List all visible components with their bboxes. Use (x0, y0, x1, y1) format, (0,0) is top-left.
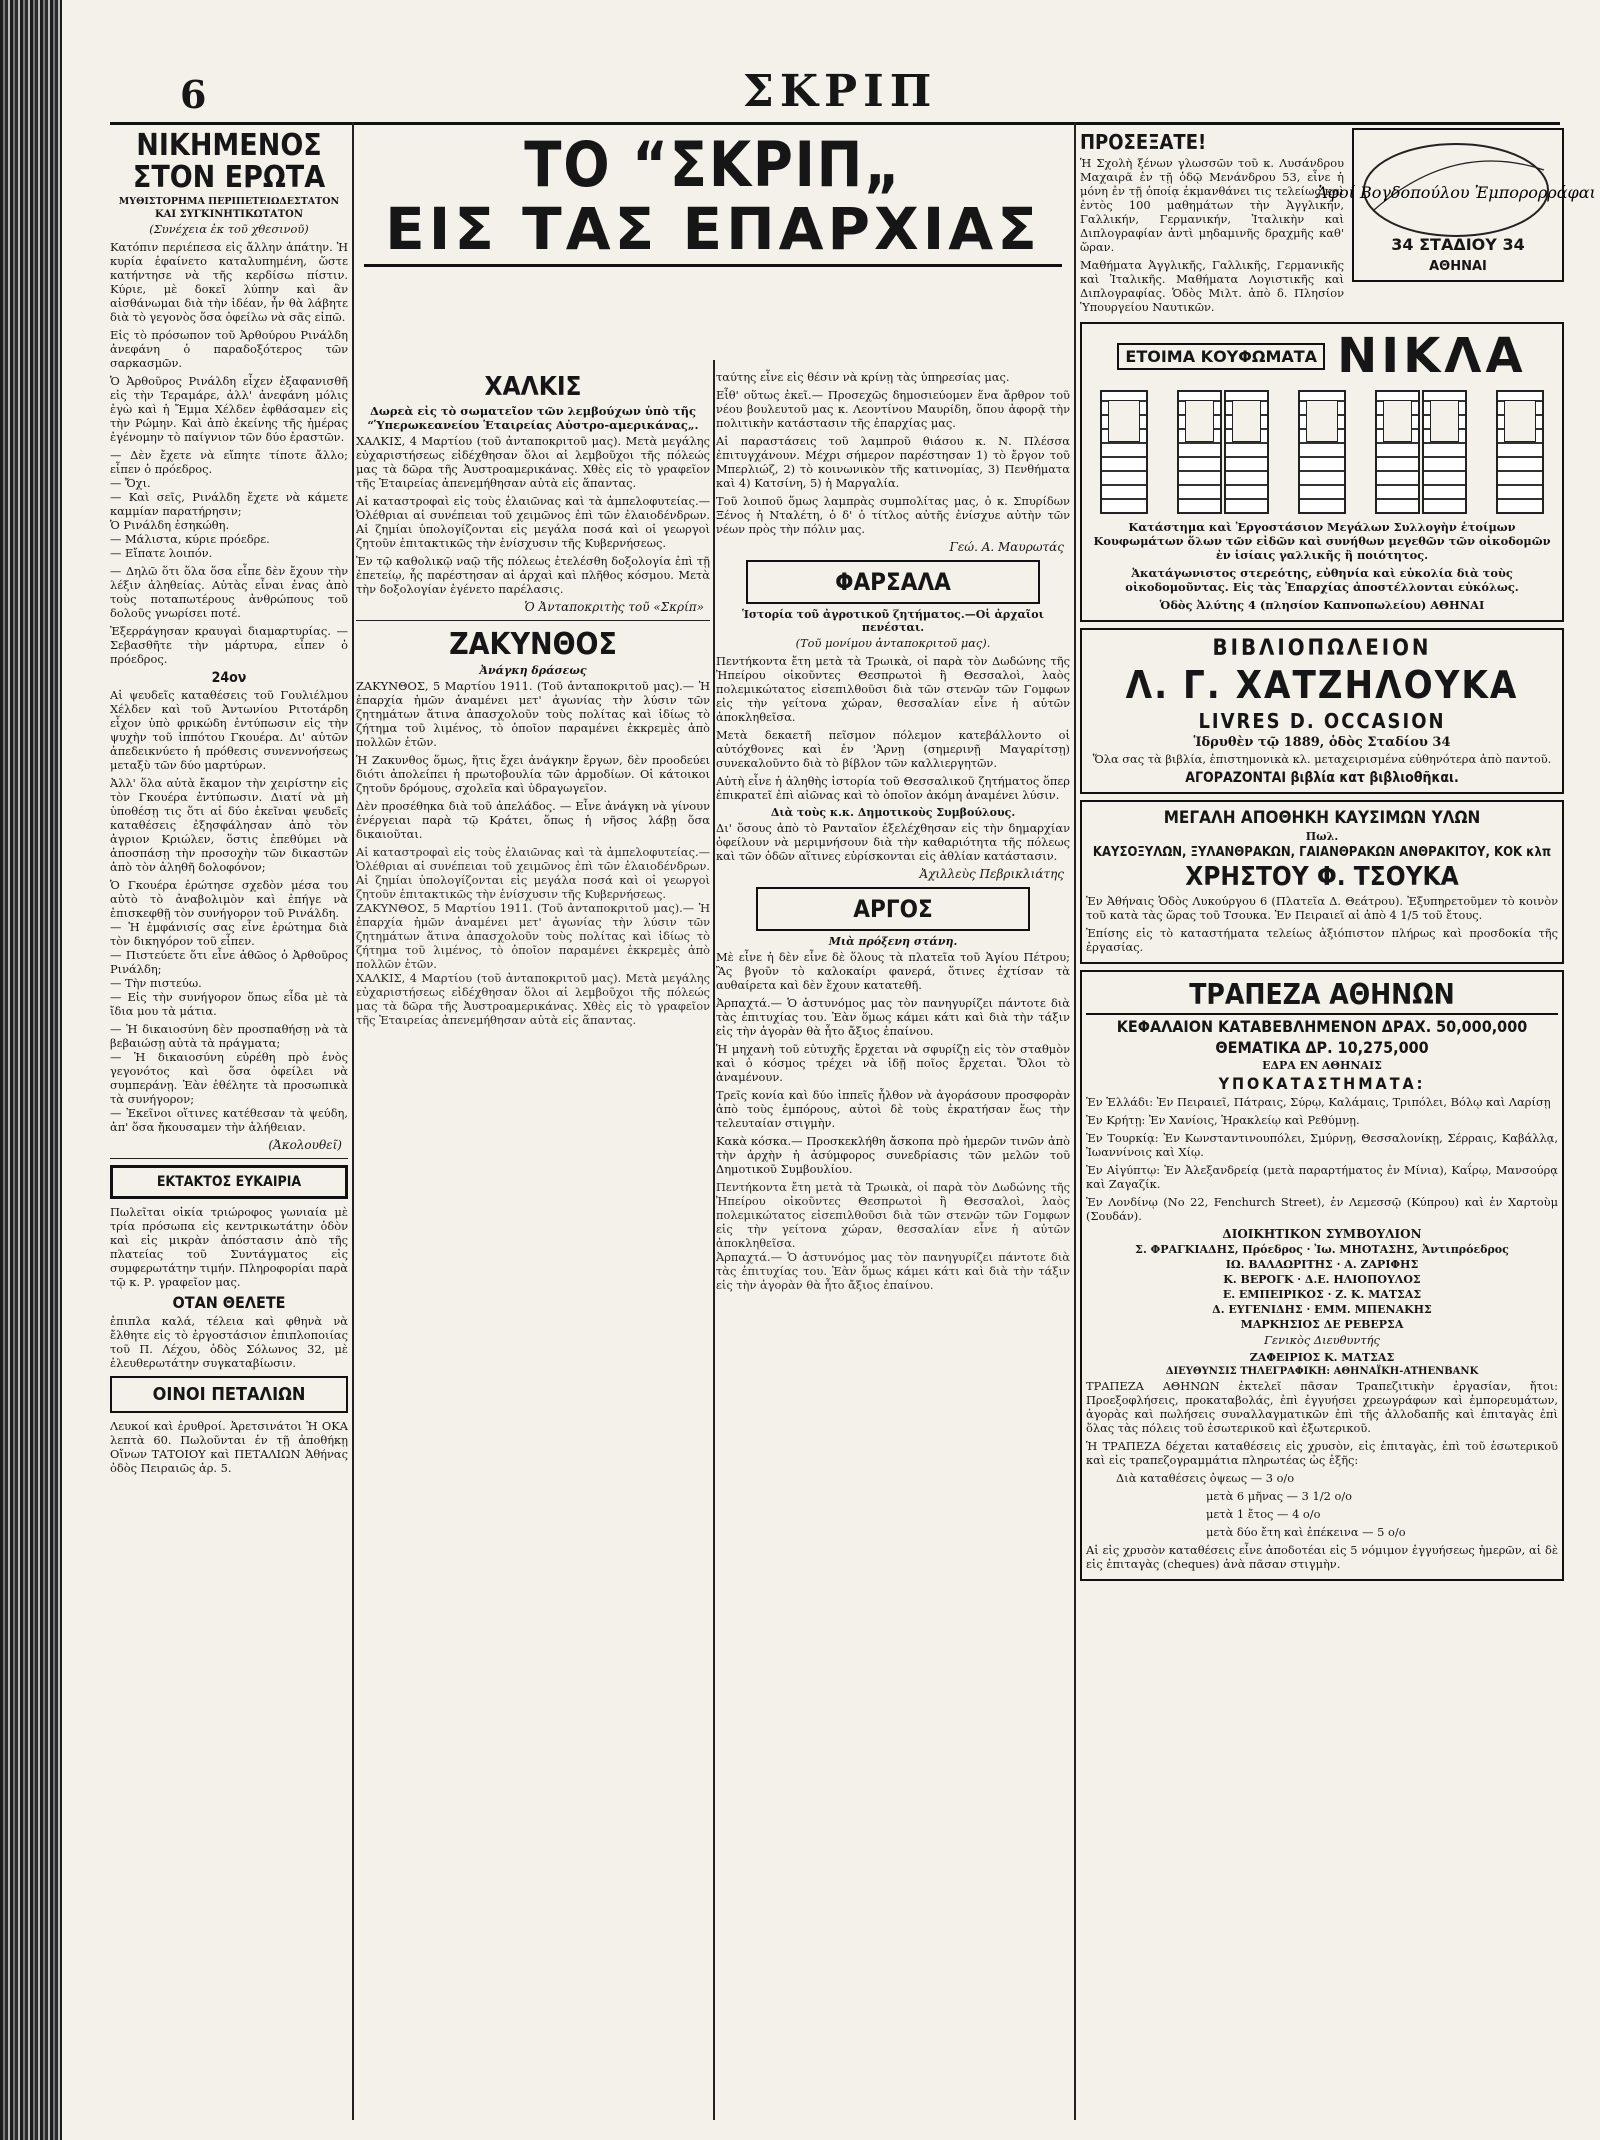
ad-text: Ἐν Ἀθήναις Ὁδὸς Λυκούργου 6 (Πλατεῖα Δ. Θεάτρου). Ἐξυπηρετοῦμεν τὸ κοινὸν τοῦ κατὰ τὰς ὥρας τοῦ Τσουκα. Ἐν Πειραιεῖ αἱ ἀπὸ 4 1/5 τοῦ ἔτους. (1086, 894, 1558, 922)
bank-seat: ΕΔΡΑ ΕΝ ΑΘΗΝΑΙΣ (1262, 1059, 1382, 1072)
bank-reserve: ΘΕΜΑΤΙΚΑ ΔΡ. 10,275,000 (1215, 1038, 1429, 1057)
tailor-logo-ad (1316, 128, 1596, 282)
ad-wine (110, 1376, 348, 1413)
logo-city: ΑΘΗΝΑΙ (1429, 259, 1487, 274)
fuel-sub: Πωλ. (1305, 830, 1339, 843)
ad-text: Ἡ ΤΡΑΠΕΖΑ δέχεται καταθέσεις εἰς χρυσὸν, εἰς ἐπιταγὰς, ἐπὶ τοῦ ἐσωτερικοῦ καὶ εἰς τραπεζογραμμάτια πληρωτέας ὡς ἑξῆς: (1086, 1439, 1558, 1467)
paragraph: Τοῦ λοιποῦ ὅμως λαμπρὰς συμπολίτας μας, ὁ κ. Σπυρίδων Ξένος ἡ Νταλέτη, ὁ δ' ὁ τίτλος αὐτῆς ἐνίσχυε αὐτὴν τῶν νέων πρὸς τὴν πόλιν μας. (716, 494, 1070, 536)
paragraph: ΧΑΛΚΙΣ, 4 Μαρτίου (τοῦ ἀνταποκριτοῦ μας). Μετὰ μεγάλης εὐχαριστήσεως εἰδέχθησαν ὅλοι αἱ λεμβοῦχοι τῆς πόλεώς μας τὰ δῶρα τῆς Ἀυστροαμερικάνας. Χθὲς εἰς τὸ γραφεῖον τῆς Ἑταιρείας ἀπενεμήθησαν αὐτὰ εἰς ἅπαντας. (356, 434, 710, 490)
ad-address: Ὁδὸς Ἀλύτης 4 (πλησίον Καπνοπωλείου) ΑΘΗΝΑΙ (1159, 598, 1485, 612)
bank-branch: Ἐν Ἑλλάδι: Ἐν Πειραιεῖ, Πάτραις, Σύρῳ, Καλάμαις, Τριπόλει, Βόλῳ καὶ Λαρίσῃ (1086, 1095, 1551, 1109)
ad-text: Κατάστημα καὶ Ἐργοστάσιον Μεγάλων Συλλογὴν ἑτοίμων Κουφωμάτων ὅλων τῶν εἰδῶν καὶ συνήθων μεγεθῶν τῶν οἰκοδομῶν ἐν ἰσίαις γαλλικῆς ἢ ποιότητος. (1093, 520, 1551, 562)
ad-text: Λευκοί καὶ ἐρυθροί. Ἀρετσινάτοι Ἡ ΟΚΑ λεπτὰ 60. Πωλοῦνται ἐν τῇ ἀποθήκῃ Οἴνων ΤΑΤΟΙΟΥ καὶ ΠΕΤΑΛΙΩΝ Ἀθήνας ὁδὸς Πειραιῶς ἀρ. 5. (110, 1419, 348, 1475)
door-image (1375, 390, 1467, 514)
ad-title: ΟΤΑΝ ΘΕΛΕΤΕ (172, 1293, 286, 1312)
bookshop-buy: ΑΓΟΡΑΖΟΝΤΑΙ βιβλία κατ βιβλιοθῆκαι. (1185, 770, 1459, 786)
ad-title: ΟΙΝΟΙ ΠΕΤΑΛΙΩΝ (152, 1384, 306, 1405)
ad-text: ΤΡΑΠΕΖΑ ΑΘΗΝΩΝ ἐκτελεῖ πᾶσαν Τραπεζιτικὴν ἐργασίαν, ἤτοι: Προεξοφλήσεις, προκαταβολάς, ἐπὶ ἐγγυήσει χρεωγράφων καὶ ἐμπορευμάτων, ἀγορὰς καὶ πωλήσεις συναλλαγματικῶν ἐπὶ τῆς ἀλλοδαπῆς καὶ ἐπιταγὰς ἐπὶ ὅλας τὰς πόλεις τοῦ ἐσωτερικοῦ καὶ ἐξωτερικοῦ. (1086, 1379, 1558, 1435)
paragraph: Αἱ ψευδεῖς καταθέσεις τοῦ Γουλιέλμου Χέλδεν καὶ τοῦ Ἀντωνίου Ριτοτάρδη εἶχον ὑπὸ φρικώδη ἐντύπωσιν εἰς τὴν ψυχὴν τοῦ ἰππότου Γκουέρα. Δι' αὐτῶν ἀπεδεικνύετο ἡ πρόθεσις συνεννοήσεως μεταξὺ τῶν δύο μαρτύρων. (110, 688, 348, 772)
column-provinces-left (356, 370, 710, 2122)
top-ads (1080, 128, 1596, 318)
bookshop-label: ΒΙΒΛΙΟΠΩΛΕΙΟΝ (1212, 636, 1432, 661)
novel-subtitle: ΜΥΘΙΣΤΟΡΗΜΑ ΠΕΡΙΠΕΤΕΙΩΔΕΣΤΑΤΟΝ (118, 196, 340, 207)
board-member: ΙΩ. ΒΑΛΑΩΡΙΤΗΣ · Α. ΖΑΡΙΦΗΣ (1225, 1258, 1419, 1271)
newspaper-title: ΣΚΡΙΠ (742, 66, 938, 117)
tailor-logo-lettering: Ἀφοί Βογδοπούλου Ἐμπορορράφαι (1316, 183, 1596, 202)
paragraph: Πεντήκοντα ἔτη μετὰ τὰ Τρωικὰ, οἱ παρὰ τὸν Δωδώνης τῆς Ἠπείρου οἰκοῦντες Θεσπρωτοὶ ἢ Θεσσαλοὶ, λαὸς πολεμικώτατος εἰσεπιλθοῦσι διὰ τῶν στενῶν τῶν Γομφων εἰς τὴν γείτονα χώραν, θεσσαλίαν εἶνε ἡ αὐτῶν ἀποκληθεῖσα. (716, 1180, 1070, 1250)
door-image (1177, 390, 1269, 514)
paragraph: ΖΑΚΥΝΘΟΣ, 5 Μαρτίου 1911. (Τοῦ ἀνταποκριτοῦ μας).— Ἡ ἐπαρχία ἡμῶν ἀναμένει μετ' ἀγωνίας τὴν λύσιν τῶν ζητημάτων ἅτινα ἀπασχολοῦν τοὺς πολίτας καὶ ἰδίως τὸ ζήτημα τοῦ λιμένος, τὸ ὁποῖον παραμένει ἐκκρεμὲς ἀπὸ πολλῶν ἐτῶν. (356, 679, 710, 749)
paragraph: Ὁ Ἀρθοῦρος Ρινάλδη εἶχεν ἐξαφανισθῆ εἰς τὴν Τεραμάρε, ἀλλ' ἀνεφάνη μόλις ἐγὼ καὶ ἡ Ἔμμα Χέλδεν ἐφθάσαμεν εἰς τὴν Ρώμην. Καὶ ἀπὸ ἐκείνης τῆς ἡμέρας ἐγένομην τὸ παίγνιον τῶν δύο ἐραστῶν. (110, 374, 348, 444)
paragraph: — Δηλῶ ὅτι ὅλα ὅσα εἶπε δὲν ἔχουν τὴν λέξιν ἀληθείας. Αὐτὰς εἶναι ἐνας ἀπὸ τοὺς ποταπωτέρους ἀνθρώπους τοῦ δολοῦς γνωρίσει ποτέ. (110, 564, 348, 620)
article-signature: Ἀχιλλεὺς Πεβρικλιάτης (919, 867, 1064, 881)
paragraph: ταύτης εἶνε εἰς θέσιν νὰ κρίνῃ τὰς ὑπηρεσίας μας. (716, 370, 1010, 384)
fuel-ad (1080, 800, 1564, 964)
board-member: Δ. ΕΥΓΕΝΙΔΗΣ · ΕΜΜ. ΜΠΕΝΑΚΗΣ (1212, 1303, 1432, 1316)
board-member: Σ. ΦΡΑΓΚΙΑΔΗΣ, Πρόεδρος · Ἰω. ΜΗΟΤΑΣΗΣ, Ἀντιπρόεδρος (1135, 1243, 1509, 1256)
general-manager: ΜΑΡΚΗΣΙΟΣ ΔΕ ΡΕΒΕΡΣΑ (1240, 1318, 1404, 1331)
article-title: ΑΡΓΟΣ (853, 895, 933, 923)
paragraph: Αἱ παραστάσεις τοῦ λαμπροῦ θιάσου κ. Ν. Πλέσσα ἐπιτυγχάνουν. Μέχρι σήμερον παρέστησαν 1) τὸ ἔργον τοῦ Μπερλιώζ, 2) τὸ κοινωνικὸν τῆς κατινομίας, 3) Πενθήματα καὶ 4) Κατσίνη, 5) ἡ Μαργαλία. (716, 434, 1070, 490)
paragraph: Δι' ὅσους ἀπὸ τὸ Ρανταῖον ἐξελέχθησαν εἰς τὴν δημαρχίαν ὀφείλουν νὰ μεριμνήσουν διὰ τὴν καθαριότητα τῆς πόλεως καὶ τῶν ὁδῶν αἵτινες εὑρίσκονται εἰς ἀθλίαν κατάστασιν. (716, 821, 1070, 863)
chapter-number: 24ον (211, 670, 247, 686)
bank-branches-title: ΥΠΟΚΑΤΑΣΤΗΜΑΤΑ: (1218, 1074, 1426, 1093)
ad-text: Ἐπίσης εἰς τὸ καταστήματα τελείως ἀξιόπιστον πλήρως καὶ προσδοκία τῆς ἐργασίας. (1086, 926, 1558, 954)
argos-header (756, 887, 1030, 931)
paragraph: Ὁ Γκουέρα ἐρώτησε σχεδὸν μέσα του αὐτὸ τὸ ἀναβολιμὸν καὶ ἐπήγε νὰ ἐπισκεφθῇ τὸν συνήγορον τοῦ Ρινάλδη. — Ἡ ἐμφάνισίς σας εἶνε ἐρώτημα διὰ τὸν δικηγόρον τοῦ εἶπεν. — Πιστεύετε ὅτι εἶνε ἀθῶος ὁ Ἀρθοῦρος Ρινάλδη; — Τὴν πιστεύω. — Εἰς τὴν συνήγορον ὅπως εἶδα μὲ τὰ ἴδια μου τὰ μάτια. (110, 878, 348, 1018)
bank-branch: Ἐν Κρήτῃ: Ἐν Χανίοις, Ἡρακλείῳ καὶ Ρεθύμνῃ. (1086, 1113, 1360, 1127)
novel-title: ΝΙΚΗΜΕΝΟΣ ΣΤΟΝ ΕΡΩΤΑ (132, 128, 326, 195)
director: ΖΑΦΕΙΡΙΟΣ Κ. ΜΑΤΣΑΣ (1249, 1351, 1395, 1364)
bookshop-ad (1080, 628, 1564, 794)
ad-text: Ὅλα σας τὰ βιβλία, ἐπιστημονικὰ κλ. μεταχειρισμένα εὐθηνότερα ἀπὸ παντοῦ. (1092, 752, 1552, 766)
ad-text: Μαθήματα Ἀγγλικῆς, Γαλλικῆς, Γερμανικῆς καὶ Ἰταλικῆς. Μαθήματα Λογιστικῆς καὶ Διπλογραφίας. Ὁδὸς Μιλτ. ἀπὸ δ. Πλησίον Ὑπουργείου Ναυτικῶν. (1080, 258, 1344, 314)
bank-title: ΤΡΑΠΕΖΑ ΑΘΗΝΩΝ (1086, 978, 1558, 1015)
interest-rate: Διὰ καταθέσεις ὀψεως — 3 ο/ο (1116, 1471, 1295, 1485)
interest-rate: μετὰ 1 ἔτος — 4 ο/ο (1206, 1507, 1321, 1521)
column-serial (110, 128, 348, 2122)
door-image (1496, 390, 1544, 514)
nikla-ad (1080, 322, 1564, 622)
masthead-rule (110, 122, 1560, 125)
paragraph: Πεντήκοντα ἔτη μετὰ τὰ Τρωικὰ, οἱ παρὰ τὸν Δωδώνης τῆς Ἠπείρου οἰκοῦντες Θεσπρωτοὶ ἢ Θεσσαλοὶ, λαὸς πολεμικώτατος εἰσεπιλθοῦσι διὰ τῶν στενῶν τῶν Γομφων εἰς τὴν γείτονα χώραν, θεσσαλίαν εἶνε ἡ αὐτῶν ἀποκληθεῖσα. (716, 654, 1070, 724)
ad-title: ΕΚΤΑΚΤΟΣ ΕΥΚΑΙΡΙΑ (156, 1174, 302, 1190)
article-subtitle: Ἱστορία τοῦ ἀγροτικοῦ ζητήματος.—Οἱ ἀρχαῖοι πενέσται. (742, 608, 1044, 634)
nikla-name: ΝΙΚΛΑ (1337, 328, 1527, 384)
masthead (120, 62, 1560, 122)
board-member: Κ. ΒΕΡΟΓΚ · Δ.Ε. ΗΛΙΟΠΟΥΛΟΣ (1223, 1273, 1421, 1286)
paragraph: — Δὲν ἔχετε νὰ εἴπητε τίποτε ἄλλο; εἶπεν ὁ πρόεδρος. — Ὄχι. — Καὶ σεῖς, Ρινάλδη ἔχετε νὰ κάμετε καμμίαν παρατήρησιν; Ὁ Ρινάλδη ἐσηκώθη. — Μάλιστα, κύριε πρόεδρε. — Εἴπατε λοιπόν. (110, 448, 348, 560)
ad-text: Πωλεῖται οἰκία τριώροφος γωνιαία μὲ τρία πρόσωπα εἰς κεντρικωτάτην ὁδὸν καὶ εἰς μικρὰν ἀπόστασιν ἀπὸ τῆς πλατείας τοῦ Συντάγματος εἰς συμφερωτάτην τιμήν. Πληροφορίαι παρὰ τῷ κ. Ρ. γραφεῖον μας. (110, 1205, 348, 1289)
paragraph: ΖΑΚΥΝΘΟΣ, 5 Μαρτίου 1911. (Τοῦ ἀνταποκριτοῦ μας).— Ἡ ἐπαρχία ἡμῶν ἀναμένει μετ' ἀγωνίας τὴν λύσιν τῶν ζητημάτων ἅτινα ἀπασχολοῦν τοὺς πολίτας καὶ ἰδίως τὸ ζήτημα τοῦ λιμένος, τὸ ὁποῖον παραμένει ἐκκρεμὲς ἀπὸ πολλῶν ἐτῶν. (356, 901, 710, 971)
paragraph: Ἐν τῷ καθολικῷ ναῷ τῆς πόλεως ἐτελέσθη δοξολογία ἐπὶ τῇ ἐπετείῳ, ἧς παρέστησαν αἱ ἀρχαὶ καὶ πλῆθος κόσμου. Μετὰ τὴν δοξολογίαν ἐγένετο παρέλασις. (356, 554, 710, 596)
paragraph: Εἰς τὸ πρόσωπον τοῦ Ἀρθούρου Ρινάλδη ἀνεφάνη ὁ παραδοξότερος τῶν σαρκασμῶν. (110, 328, 348, 370)
bank-branch: Ἐν Τουρκίᾳ: Ἐν Κωνσταντινουπόλει, Σμύρνῃ, Θεσσαλονίκῃ, Σέρραις, Καβάλλᾳ, Ἰωαννίνοις καὶ Χίῳ. (1086, 1131, 1558, 1159)
paragraph: ΧΑΛΚΙΣ, 4 Μαρτίου (τοῦ ἀνταποκριτοῦ μας). Μετὰ μεγάλης εὐχαριστήσεως εἰδέχθησαν ὅλοι αἱ λεμβοῦχοι τῆς πόλεώς μας τὰ δῶρα τῆς Ἀυστροαμερικάνας. Χθὲς εἰς τὸ γραφεῖον τῆς Ἑταιρείας ἀπενεμήθησαν αὐτὰ εἰς ἅπαντας. (356, 971, 710, 1027)
bank-branch: Ἐν Αἰγύπτῳ: Ἐν Ἀλεξανδρείᾳ (μετὰ παραρτήματος ἐν Μίνια), Καΐρῳ, Μανσούρᾳ καὶ Ζαγαζίκ. (1086, 1163, 1558, 1191)
novel-subtitle: ΚΑΙ ΣΥΓΚΙΝΗΤΙΚΩΤΑΤΟΝ (154, 209, 304, 220)
ad-text: Ἡ Σχολὴ ξένων γλωσσῶν τοῦ κ. Λυσάνδρου Μαχαιρᾶ ἐν τῇ ὁδῷ Μενάνδρου 53, εἶνε ἡ μόνη ἐν τῇ ὁποίᾳ ἐκμανθάνει τις τελείως καὶ ἐντὸς 100 μαθημάτων τὴν Ἀγγλικήν, Γαλλικήν, Γερμανικήν, Ἰταλικὴν καὶ Διπλογραφίαν ἀντὶ μηδαμινῆς δραχμῆς καθ' ὥραν. (1080, 156, 1344, 254)
divider (110, 1158, 348, 1159)
paragraph: Αὐτὴ εἶνε ἡ ἀληθὴς ἱστορία τοῦ Θεσσαλικοῦ ζητήματος ὅπερ ἐπικρατεῖ ἐπὶ αἰῶνας καὶ τὸ ὁποῖον ἀκόμη ἀναμένει λύσιν. (716, 774, 1070, 802)
interest-rate: μετὰ δύο ἔτη καὶ ἐπέκεινα — 5 ο/ο (1206, 1525, 1406, 1539)
paragraph: Ἀρπαχτά.— Ὁ ἀστυνόμος μας τὸν πανηγυρίζει πάντοτε διὰ τὰς ἐπιτυχίας του. Ἐὰν ὅμως κάμει κάτι καὶ διὰ τὴν τάξιν εἰς τὴν ἀγορὰν θὰ ἦτο ἄξιος ἐπαίνου. (716, 1250, 1070, 1292)
paragraph: Εἶθ' οὕτως ἐκεῖ.— Προσεχῶς δημοσιεύομεν ἕνα ἄρθρον τοῦ νέου βουλευτοῦ μας κ. Λεοντίνου Μαυρίδη, ὅπου ἀφορᾷ τὴν πολιτικὴν κατάστασιν τῆς ἐπαρχίας μας. (716, 388, 1070, 430)
column-divider (713, 360, 715, 2120)
ad-text: ἐπιπλα καλά, τέλεια καὶ φθηνὰ νὰ ἔλθητε εἰς τὸ ἐργοστάσιον ἐπιπλοποιίας τοῦ Π. Λέχου, ὁδὸς Σόλωνος 32, μὲ ἐλευθερωτάτην συγκαταβίωσιν. (110, 1314, 348, 1370)
article-subtitle: Δωρεὰ εἰς τὸ σωματεῖον τῶν λεμβούχων ὑπὸ τῆς “Ὑπερωκεανείου Ἑταιρείας Αὐστρο-αμερικάνας„. (367, 404, 699, 432)
paragraph: Ἐξερράγησαν κραυγαὶ διαμαρτυρίας. — Σεβασθῆτε τὴν μάρτυρα, εἶπεν ὁ πρόεδρος. (110, 624, 348, 666)
paragraph: Κατόπιν περιέπεσα εἰς ἄλλην ἀπάτην. Ἡ κυρία ἐφαίνετο καταλυπημένη, ὥστε κατήντησε νὰ τῆς κερδίσω πίστιν. Κύριε, μὲ δοκεῖ λύπην καὶ ἂν αἰσθάνωμαι διὰ τὴν ἰδέαν, ἦν θὰ λάβητε διὰ τὸ γεγονὸς ὅσα ὀφείλω νὰ σᾶς εἰπῶ. (110, 240, 348, 324)
bookshop-sub: LIVRES D. OCCASION (1198, 709, 1446, 733)
telegraph-address: ΔΙΕΥΘΥΝΣΙΣ ΤΗΛΕΓΡΑΦΙΚΗ: ΑΘΗΝΑΪΚΗ-ATHENBANK (1165, 1366, 1479, 1377)
tailor-logo-art (1316, 130, 1596, 276)
general-manager-title: Γενικὸς Διευθυντής (1264, 1333, 1380, 1347)
ad-sale (110, 1165, 348, 1199)
door-image (1100, 390, 1148, 514)
board-title: ΔΙΟΙΚΗΤΙΚΟΝ ΣΥΜΒΟΥΛΙΟΝ (1222, 1227, 1422, 1241)
article-signature: Ὁ Ἀνταποκριτὴς τοῦ «Σκρίπ» (524, 600, 704, 614)
paragraph: Μὲ εἶνε ἡ δὲν εἶνε δὲ ὅλους τὰ πλατεῖα τοῦ Ἁγίου Πέτρου; Ἂς βγοῦν τὸ καλοκαίρι φανερά, ὅτινες ἐχτίσαν τὰ αυθαίρετα καὶ δὲν ἔχουν κατατεθῆ. (716, 950, 1070, 992)
fuel-owner: ΧΡΗΣΤΟΥ Φ. ΤΣΟΥΚΑ (1185, 862, 1459, 892)
nikla-header (1086, 328, 1558, 384)
farsala-header (746, 560, 1040, 604)
fuel-title: ΜΕΓΑΛΗ ΑΠΟΘΗΚΗ ΚΑΥΣΙΜΩΝ ΥΛΩΝ (1163, 808, 1481, 828)
language-school-ad (1080, 128, 1344, 318)
article-note: (Τοῦ μονίμου ἀνταποκριτοῦ μας). (795, 636, 991, 650)
door-image (1298, 390, 1346, 514)
article-subtitle: Διὰ τοὺς κ.κ. Δημοτικοὺς Συμβούλους. (770, 806, 1016, 819)
board-member: Ε. ΕΜΠΕΙΡΙΚΟΣ · Ζ. Κ. ΜΑΤΣΑΣ (1222, 1288, 1422, 1301)
article-title: ΧΑΛΚΙΣ (484, 372, 582, 402)
bank-capital: ΚΕΦΑΛΑΙΟΝ ΚΑΤΑΒΕΒΛΗΜΕΝΟΝ ΔΡΑΧ. 50,000,000 (1116, 1017, 1528, 1036)
paragraph: Κακὰ κόσκα.— Προσκεκλήθη ἄσκοπα πρὸ ἡμερῶν τινῶν ἀπὸ τὴν ἀρχὴν ἡ ἀσύμφορος συνεδρίασις τῶν μελῶν τοῦ Δημοτικοῦ Συμβουλίου. (716, 1134, 1070, 1176)
paragraph: Τρεῖς κονία καὶ δύο ἱππεῖς ἦλθον νὰ ἀγοράσουν προσφορὰν ἀπὸ τοὺς ἐμπόρους, αὐτοὶ δὲ τοὺς ἐκρατήσαν ἕως τὴν τελευταίαν στιγμὴν. (716, 1088, 1070, 1130)
column-provinces-right (716, 370, 1070, 2122)
column-divider (1074, 122, 1076, 2120)
paragraph: Ἀλλ' ὅλα αὐτὰ ἔκαμον τὴν χειρίστην εἰς τὸν Γκουέρα ἐντύπωσιν. Διατί νὰ μὴ ὑποθέσῃ τις ὅτι αἱ δύο ἐκεῖναι ψευδεῖς καταθέσεις ἐξησφάλησαν ἀπὸ τὸν ἀγριον Κριώλεν, ὅστις ἐπεθύμει νὰ ἀποσπάσῃ τὴν προσοχὴν τῶν δικαστῶν ἀπὸ τὸν ἀληθῆ δολοφόνον; (110, 776, 348, 874)
article-subtitle: Μιὰ πρόξενη στάνη. (828, 935, 958, 948)
nikla-pre: ΕΤΟΙΜΑ ΚΟΥΦΩΜΑΤΑ (1117, 343, 1325, 370)
bookshop-name: Λ. Γ. ΧΑΤΖΗΛΟΥΚΑ (1125, 663, 1519, 707)
section-title: ΤΟ “ΣΚΡΙΠ„ (524, 128, 902, 201)
paragraph: — Ἡ δικαιοσύνη δὲν προσπαθήσῃ νὰ τὰ βεβαιώσῃ αὐτὰ τὰ πράγματα; — Ἡ δικαιοσύνη εὑρέθη πρὸ ἑνὸς γεγονότος καὶ ὅσα ὀφείλει νὰ συμπεράνῃ. Ἐὰν ἐθέλητε τὰ προσωπικὰ τὰ συνήγορον; — Ἐκεῖνοι οἵτινες κατέθεσαν τὰ ψεύδη, ἀπ' ὅσα ἤκουσαμεν τὴν ἀλήθειαν. (110, 1022, 348, 1134)
column-divider (352, 122, 354, 2120)
ad-text: Ἀκατάγωνιστος στερεότης, εὐθηνία καὶ εὐκολία διὰ τοὺς οἰκοδομοῦντας. Εἰς τὰς Ἐπαρχίας ἀποστέλλονται εὐκόλως. (1125, 566, 1519, 594)
interest-rate: μετὰ 6 μῆνας — 3 1/2 ο/ο (1206, 1489, 1353, 1503)
article-title: ΦΑΡΣΑΛΑ (835, 568, 951, 596)
ad-text: Αἱ εἰς χρυσὸν καταθέσεις εἶνε ἀποδοτέαι εἰς 5 νόμιμον ἐγγυήσεως ἡμερῶν, αἱ δὲ εἰς ἐπιταγὰς (cheques) ἀνὰ πᾶσαν στιγμὴν. (1086, 1543, 1558, 1571)
door-illustrations (1086, 390, 1558, 514)
divider (356, 620, 710, 621)
ad-title: ΠΡΟΣΕΞΑΤΕ! (1080, 130, 1207, 154)
logo-address: 34 ΣΤΑΔΙΟΥ 34 (1391, 235, 1525, 254)
paragraph: Μετὰ δεκαετῆ πεῖσμον πόλεμον κατεβάλλοντο οἱ αὐτόχθονες καὶ ἐν 'Ἀρνῃ (σημερινῇ Μαγαρίτσῃ) συνεκαλοῦντο διὰ τὸ βίβλον τῶν καλλιεργητῶν. (716, 728, 1070, 770)
divider (364, 264, 1062, 267)
binding-edge (0, 0, 62, 2140)
paragraph: Ἡ Ζακυνθος ὅμως, ἥτις ἔχει ἀνάγκην ἔργων, δὲν προοδεύει διότι ἀπολείπει ἡ πρωτοβουλία τῶν ἀρμοδίων. Οἱ κάτοικοι ζητοῦν δρόμους, σχολεῖα καὶ ὑδραγωγεῖον. (356, 753, 710, 795)
article-title: ΖΑΚΥΝΘΟΣ (449, 627, 617, 662)
article-subtitle: Ἀνάγκη δράσεως (479, 664, 587, 677)
bank-ad (1080, 970, 1564, 1581)
fuel-items: ΚΑΥΣΟΞΥΛΩΝ, ΞΥΛΑΝΘΡΑΚΩΝ, ΓΑΙΑΝΘΡΑΚΩΝ ΑΝΘΡΑΚΙΤΟΥ, ΚΟΚ κλπ (1092, 845, 1552, 860)
section-title: ΕΙΣ ΤΑΣ ΕΠΑΡΧΙΑΣ (385, 195, 1041, 263)
bookshop-established: Ἱδρυθὲν τῷ 1889, ὁδὸς Σταδίου 34 (1193, 735, 1451, 750)
paragraph: Αἱ καταστροφαὶ εἰς τοὺς ἐλαιῶνας καὶ τὰ ἀμπελοφυτείας.— Ὀλέθριαι αἱ συνέπειαι τοῦ χειμῶνος ἐπὶ τῶν ἐλαιοδένδρων. Αἱ ζημίαι ὑπολογίζονται εἰς μεγάλα ποσά καὶ οἱ γεωργοὶ ζητοῦν ἐπιτακτικῶς τὴν ἐνίσχυσιν τῆς Κυβερνήσεως. (356, 845, 710, 901)
column-advertisements (1080, 128, 1596, 2122)
bank-branch: Ἐν Λονδίνῳ (No 22, Fenchurch Street), ἐν Λεμεσσῷ (Κύπρου) καὶ ἐν Χαρτοὺμ (Σουδάν). (1086, 1195, 1558, 1223)
provinces-header (356, 128, 1070, 364)
continued-note: (Συνέχεια ἐκ τοῦ χθεσινοῦ) (149, 222, 309, 236)
paragraph: Ἡ μηχανὴ τοῦ εὐτυχῆς ἔρχεται νὰ σφυρίζῃ εἰς τὸν σταθμὸν καὶ ὁ κόσμος τρέχει νὰ ἰδῇ ποῖος ἔρχεται. Ὄλοι τὸ ἀναμένουν. (716, 1042, 1070, 1084)
continued-signoff: (Ἀκολουθεῖ) (268, 1138, 342, 1152)
article-signature: Γεώ. Α. Μαυρωτάς (949, 540, 1064, 554)
page-number: 6 (180, 72, 207, 117)
paragraph: Αἱ καταστροφαὶ εἰς τοὺς ἐλαιῶνας καὶ τὰ ἀμπελοφυτείας.— Ὀλέθριαι αἱ συνέπειαι τοῦ χειμῶνος ἐπὶ τῶν ἐλαιοδένδρων. Αἱ ζημίαι ὑπολογίζονται εἰς μεγάλα ποσά καὶ οἱ γεωργοὶ ζητοῦν ἐπιτακτικῶς τὴν ἐνίσχυσιν τῆς Κυβερνήσεως. (356, 494, 710, 550)
paragraph: Ἀρπαχτά.— Ὁ ἀστυνόμος μας τὸν πανηγυρίζει πάντοτε διὰ τὰς ἐπιτυχίας του. Ἐὰν ὅμως κάμει κάτι καὶ διὰ τὴν τάξιν εἰς τὴν ἀγορὰν θὰ ἦτο ἄξιος ἐπαίνου. (716, 996, 1070, 1038)
paragraph: Δὲν προσέθηκα διὰ τοῦ ἀπελάδος. — Εἶνε ἀνάγκη νὰ γίνουν ἐνέργειαι παρὰ τῷ Κράτει, ὅπως ἡ νῆσος λάβῃ ὅσα δικαιοῦται. (356, 799, 710, 841)
